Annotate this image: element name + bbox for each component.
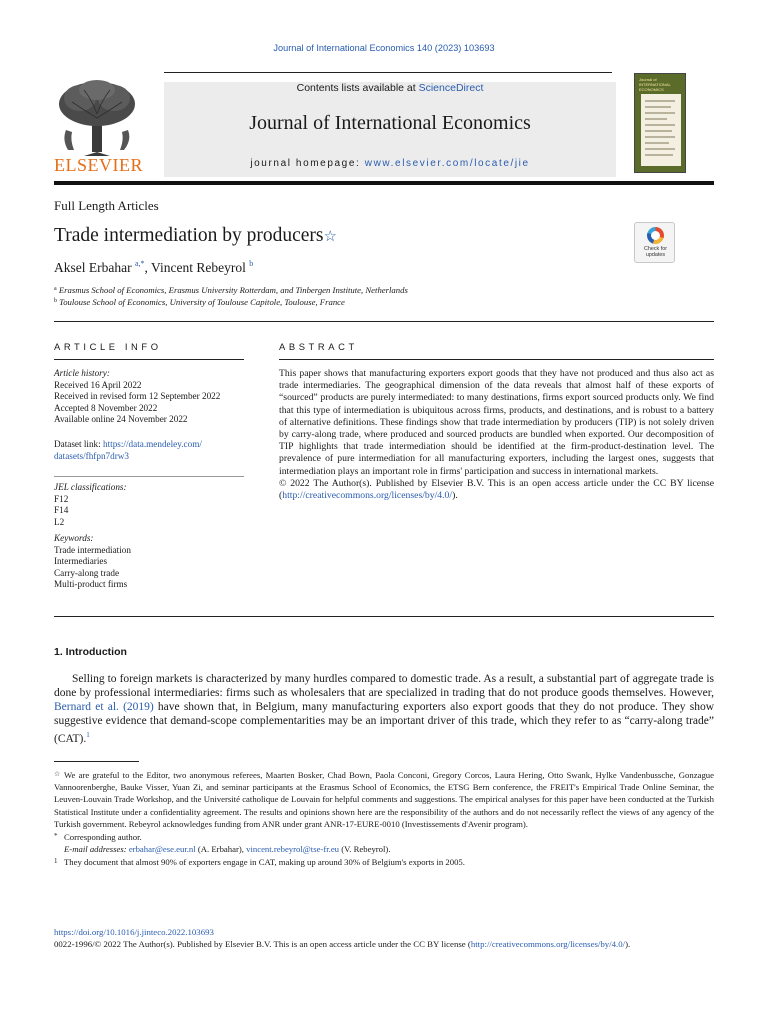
- abstract-license: [279, 478, 714, 502]
- author-separator: ,: [144, 260, 152, 275]
- corresponding-text: Corresponding author.: [64, 832, 142, 843]
- footnote-1-text: They document that almost 90% of exporters engage in CAT, making up around 30% of Belgium's exports in 2005.: [64, 857, 465, 868]
- history-item: Available online 24 November 2022: [54, 414, 188, 425]
- footnote-star-mark: ☆: [54, 770, 61, 778]
- footnote-acknowledgements: [54, 768, 714, 830]
- keywords-block: [54, 533, 131, 591]
- doi-line: [54, 927, 214, 937]
- jel-code: F12: [54, 493, 69, 504]
- email-owner: (V. Rebeyrol).: [339, 844, 391, 855]
- license-end: ).: [452, 490, 458, 502]
- title-footnote-star[interactable]: ☆: [323, 229, 337, 245]
- jel-block: [54, 482, 127, 528]
- doi-link[interactable]: https://doi.org/10.1016/j.jinteco.2022.103693: [54, 927, 214, 937]
- author-name[interactable]: Vincent Rebeyrol: [151, 260, 246, 275]
- footnote-acknowledgements-text: We are grateful to the Editor, two anonymous referees, Maarten Bosker, Chad Bown, Paola Conconi, Gregory Corcos, Laura Hering, Otto Swank, Hylke Vandenbussche, Gonzague Vannoorenberghe, Bauke Visser, Yuan Zi, and seminar participants at the Erasmus School of Economics, the ETSG Bern conference, the FREIT's Empirical Trade Online Seminar, the Leuven-Louvain Trade Workshop, and the Université catholique de Louvain for helpful comments and suggestions. The empirical analyses for this paper have been conducted at the Turkish Statistical Institute under a confidentiality agreement. The results and opinions shown here are the responsibility of the authors and do not necessarily reflect the views of any agency of the Turkish government. Rebeyrol acknowledges funding from ANR under grant ANR-17-EURE-0010 (Investissements d'Avenir program).: [54, 770, 714, 829]
- affiliation-text: Erasmus School of Economics, Erasmus University Rotterdam, and Tinbergen Institute, Netherlands: [58, 285, 408, 295]
- article-info-heading: ARTICLE INFO: [54, 341, 162, 352]
- footnote-ref[interactable]: 1: [86, 730, 90, 739]
- footnote-1-mark: 1: [54, 857, 58, 866]
- journal-cover-thumbnail[interactable]: [634, 73, 686, 173]
- abstract-paragraph: This paper shows that manufacturing exporters export goods that they have not produced and thus also act as trade intermediaries. The geographical dimension of the data reveals that almost half of these exports of “sourced” products are purely intermediated: to many destinations, firms export sourced products only. We find that this type of intermediation is ubiquitous across firms, products, and destinations, and is robust to a battery of alternative definitions. These findings show that trade intermediation by producers (TIP) is not solely driven by carry-along trade, where produced and sourced products are bundled when exported. Our decomposition of TIP highlights that trade intermediation should be identified at the firm-product-destination level. The prevalence of pure intermediation for all manufacturing exporters, including the largest ones, suggests that intermediation plays an important role in firms' participation and success in international markets.: [279, 368, 714, 477]
- introduction-paragraph: [54, 673, 714, 747]
- masthead-rule: [54, 181, 714, 185]
- check-updates-label: [635, 246, 676, 258]
- email-link[interactable]: vincent.rebeyrol@tse-fr.eu: [246, 844, 340, 855]
- keyword: Multi-product firms: [54, 579, 128, 590]
- jel-code: F14: [54, 505, 69, 516]
- history-item: Accepted 8 November 2022: [54, 402, 158, 413]
- info-divider: [54, 476, 244, 477]
- abstract-body: [279, 368, 714, 502]
- author-marks[interactable]: b: [249, 259, 254, 268]
- keyword: Intermediaries: [54, 556, 108, 567]
- section-type: Full Length Articles: [54, 198, 159, 213]
- header-divider: [54, 321, 714, 322]
- intro-text: Selling to foreign markets is characterized by many hurdles compared to domestic trade. As a result, a substantial part of aggregate trade is done by professional intermediaries: firms such as wholesalers that are specialized in trading that do not produce goods themselves. However,: [54, 673, 714, 699]
- homepage-line: [164, 158, 616, 169]
- article-title: [54, 225, 337, 247]
- keywords-label: Keywords:: [54, 533, 94, 543]
- front-matter-end-rule: [54, 616, 714, 617]
- dataset-link[interactable]: https://data.mendeley.com/: [103, 439, 202, 449]
- elsevier-wordmark: ELSEVIER: [54, 155, 143, 175]
- email-owner: (A. Erbahar),: [195, 844, 247, 855]
- author-name[interactable]: Aksel Erbahar: [54, 260, 132, 275]
- article-info-rule: [54, 359, 244, 360]
- copyright-end: ).: [625, 939, 631, 949]
- dataset-link-continued[interactable]: datasets/fhfpn7drw3: [54, 450, 130, 461]
- author-marks[interactable]: a,*: [134, 259, 145, 268]
- check-updates-line1: Check for: [643, 246, 668, 252]
- email-label: E-mail addresses:: [64, 844, 129, 855]
- author-list: [54, 259, 253, 276]
- homepage-link[interactable]: www.elsevier.com/locate/jie: [364, 158, 530, 169]
- abstract-heading: ABSTRACT: [279, 341, 358, 352]
- journal-name: Journal of International Economics: [249, 112, 531, 134]
- license-link[interactable]: http://creativecommons.org/licenses/by/4.0/: [282, 490, 453, 502]
- intro-text-continued: have shown that, in Belgium, many manufacturing exporters also export goods that they do not produce. They show suggestive evidence that demand-scope complementarities may be an important driver of this trade, which they refer to as “carry-along trade” (CAT).: [54, 700, 714, 745]
- top-rule: [164, 72, 612, 73]
- affiliation-mark: a: [54, 286, 57, 292]
- history-label: Article history:: [54, 368, 110, 378]
- email-link[interactable]: erbahar@ese.eur.nl: [128, 844, 196, 855]
- check-for-updates-button[interactable]: [634, 222, 675, 263]
- sciencedirect-link[interactable]: ScienceDirect: [418, 82, 484, 94]
- keyword: Trade intermediation: [54, 544, 131, 555]
- cover-contents: [641, 94, 681, 166]
- check-updates-icon: [647, 227, 664, 244]
- affiliation: [54, 297, 345, 307]
- contents-line: [164, 82, 616, 94]
- contents-prefix: Contents lists available at: [296, 82, 419, 94]
- check-updates-line2: updates: [645, 252, 666, 258]
- jel-label: JEL classifications:: [54, 482, 127, 492]
- section-heading-introduction: 1. Introduction: [54, 646, 127, 658]
- copyright-text: 0022-1996/© 2022 The Author(s). Published by Elsevier B.V. This is an open access article under the CC BY license (: [54, 939, 471, 949]
- abstract-rule: [279, 359, 714, 360]
- dataset-link-block: [54, 439, 202, 462]
- footnote-emails: [54, 843, 714, 855]
- copyright-line: [54, 939, 630, 949]
- article-history: [54, 368, 220, 426]
- affiliation-text: Toulouse School of Economics, University of Toulouse Capitole, Toulouse, France: [59, 297, 345, 307]
- dataset-label: Dataset link:: [54, 439, 103, 449]
- copyright-license-link[interactable]: http://creativecommons.org/licenses/by/4.0/: [470, 939, 626, 949]
- jel-code: L2: [54, 516, 65, 527]
- elsevier-tree-icon: [54, 80, 140, 156]
- citation-link[interactable]: Bernard et al. (2019): [54, 700, 154, 713]
- history-item: Received in revised form 12 September 2022: [54, 391, 221, 402]
- keyword: Carry-along trade: [54, 567, 120, 578]
- footnote-rule: [54, 761, 139, 762]
- footnote-1: [54, 855, 714, 868]
- running-header[interactable]: Journal of International Economics 140 (2023) 103693: [273, 43, 495, 53]
- footnote-corresponding: [54, 830, 714, 843]
- license-text: © 2022 The Author(s). Published by Elsevier B.V. This is an open access article under the CC BY license (: [279, 477, 714, 502]
- history-item: Received 16 April 2022: [54, 379, 142, 390]
- homepage-label: journal homepage:: [250, 158, 365, 169]
- cover-title: Journal of INTERNATIONAL ECONOMICS: [639, 77, 671, 92]
- title-text: Trade intermediation by producers: [54, 225, 324, 246]
- footnotes: [54, 768, 714, 869]
- affiliation-mark: b: [54, 298, 57, 304]
- affiliation: [54, 285, 408, 295]
- footnote-asterisk-mark: *: [54, 832, 58, 841]
